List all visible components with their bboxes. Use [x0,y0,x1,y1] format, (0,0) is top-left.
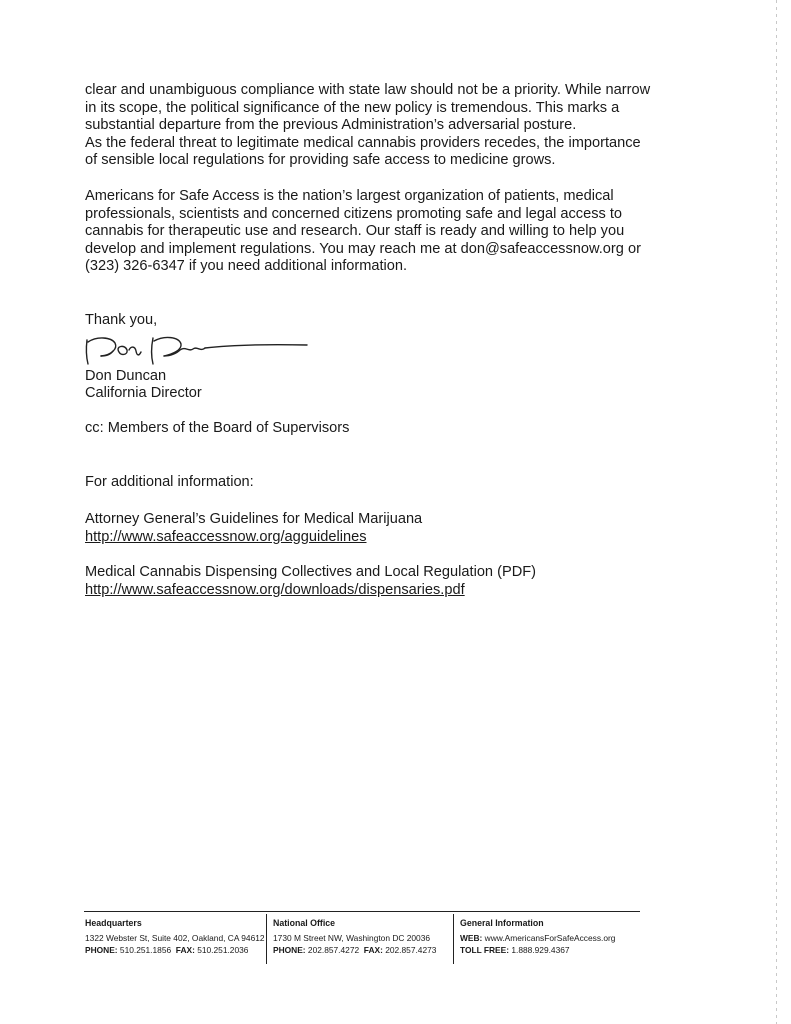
footer-phone: 510.251.1856 [119,945,172,955]
footer-label: PHONE: [85,945,118,955]
text-line: substantial departure from the previous Administration’s adversarial posture. [85,117,577,134]
footer-fax: 510.251.2036 [197,945,249,955]
footer-heading: General Information [460,918,544,928]
text-line: clear and unambiguous compliance with state law should not be a priority. While narrow [85,82,651,98]
footer-column-separator [266,914,267,964]
letter-body [85,82,725,294]
reference-item [85,564,536,599]
text-line: As the federal threat to legitimate medical cannabis providers recedes, the importance [85,134,641,151]
footer-address: 1730 M Street NW, Washington DC 20036 [273,933,431,943]
text-line: cannabis for therapeutic use and research. Our staff is ready and willing to help you [85,223,625,240]
footer-address: 1322 Webster St, Suite 402, Oakland, CA 94612 [85,933,265,943]
footer-national-office [273,917,436,956]
text-line: develop and implement regulations. You may reach me at don@safeaccessnow.org or [85,240,641,257]
additional-info-heading: For additional information: [85,474,254,490]
closing-salutation: Thank you, [85,312,158,328]
text-line: professionals, scientists and concerned citizens promoting safe and legal access to [85,205,623,222]
footer-label: TOLL FREE: [460,945,510,955]
footer-phone: 202.857.4272 [307,945,360,955]
closing-block [85,312,311,403]
footer-contact [85,944,265,956]
footer-web [460,932,615,944]
text-line: of sensible local regulations for providing safe access to medicine grows. [85,152,556,169]
reference-title: Attorney General’s Guidelines for Medical Marijuana [85,511,423,527]
paragraph-policy [85,82,725,170]
footer-label: FAX: [175,945,195,955]
footer-website: www.AmericansForSafeAccess.org [484,933,616,943]
footer-heading: National Office [273,918,336,928]
footer-column-separator [453,914,454,964]
footer-label: FAX: [363,945,383,955]
paragraph-organization [85,188,725,276]
signature-image [81,332,311,368]
footer-headquarters [85,917,265,956]
footer-label: PHONE: [273,945,306,955]
reference-link[interactable]: http://www.safeaccessnow.org/downloads/dispensaries.pdf [85,581,465,598]
text-line: (323) 326-6347 if you need additional information. [85,258,408,275]
footer-divider [84,911,640,912]
reference-item [85,511,422,546]
reference-link[interactable]: http://www.safeaccessnow.org/agguidelines [85,528,367,545]
footer-contact [273,944,436,956]
footer-tollfree-number: 1.888.929.4367 [511,945,570,955]
reference-title: Medical Cannabis Dispensing Collectives and Local Regulation (PDF) [85,564,537,580]
footer-tollfree [460,944,615,956]
scan-edge-artifact [776,0,777,1024]
signer-name: Don Duncan [85,367,167,384]
footer-general-information [460,917,615,956]
cc-line: cc: Members of the Board of Supervisors [85,420,350,436]
footer-heading: Headquarters [85,918,142,928]
text-line: Americans for Safe Access is the nation’s largest organization of patients, medical [85,187,614,204]
signer-title: California Director [85,385,202,402]
text-line: in its scope, the political significance of the new policy is tremendous. This marks a [85,99,620,116]
footer-fax: 202.857.4273 [385,945,437,955]
footer-label: WEB: [460,933,483,943]
